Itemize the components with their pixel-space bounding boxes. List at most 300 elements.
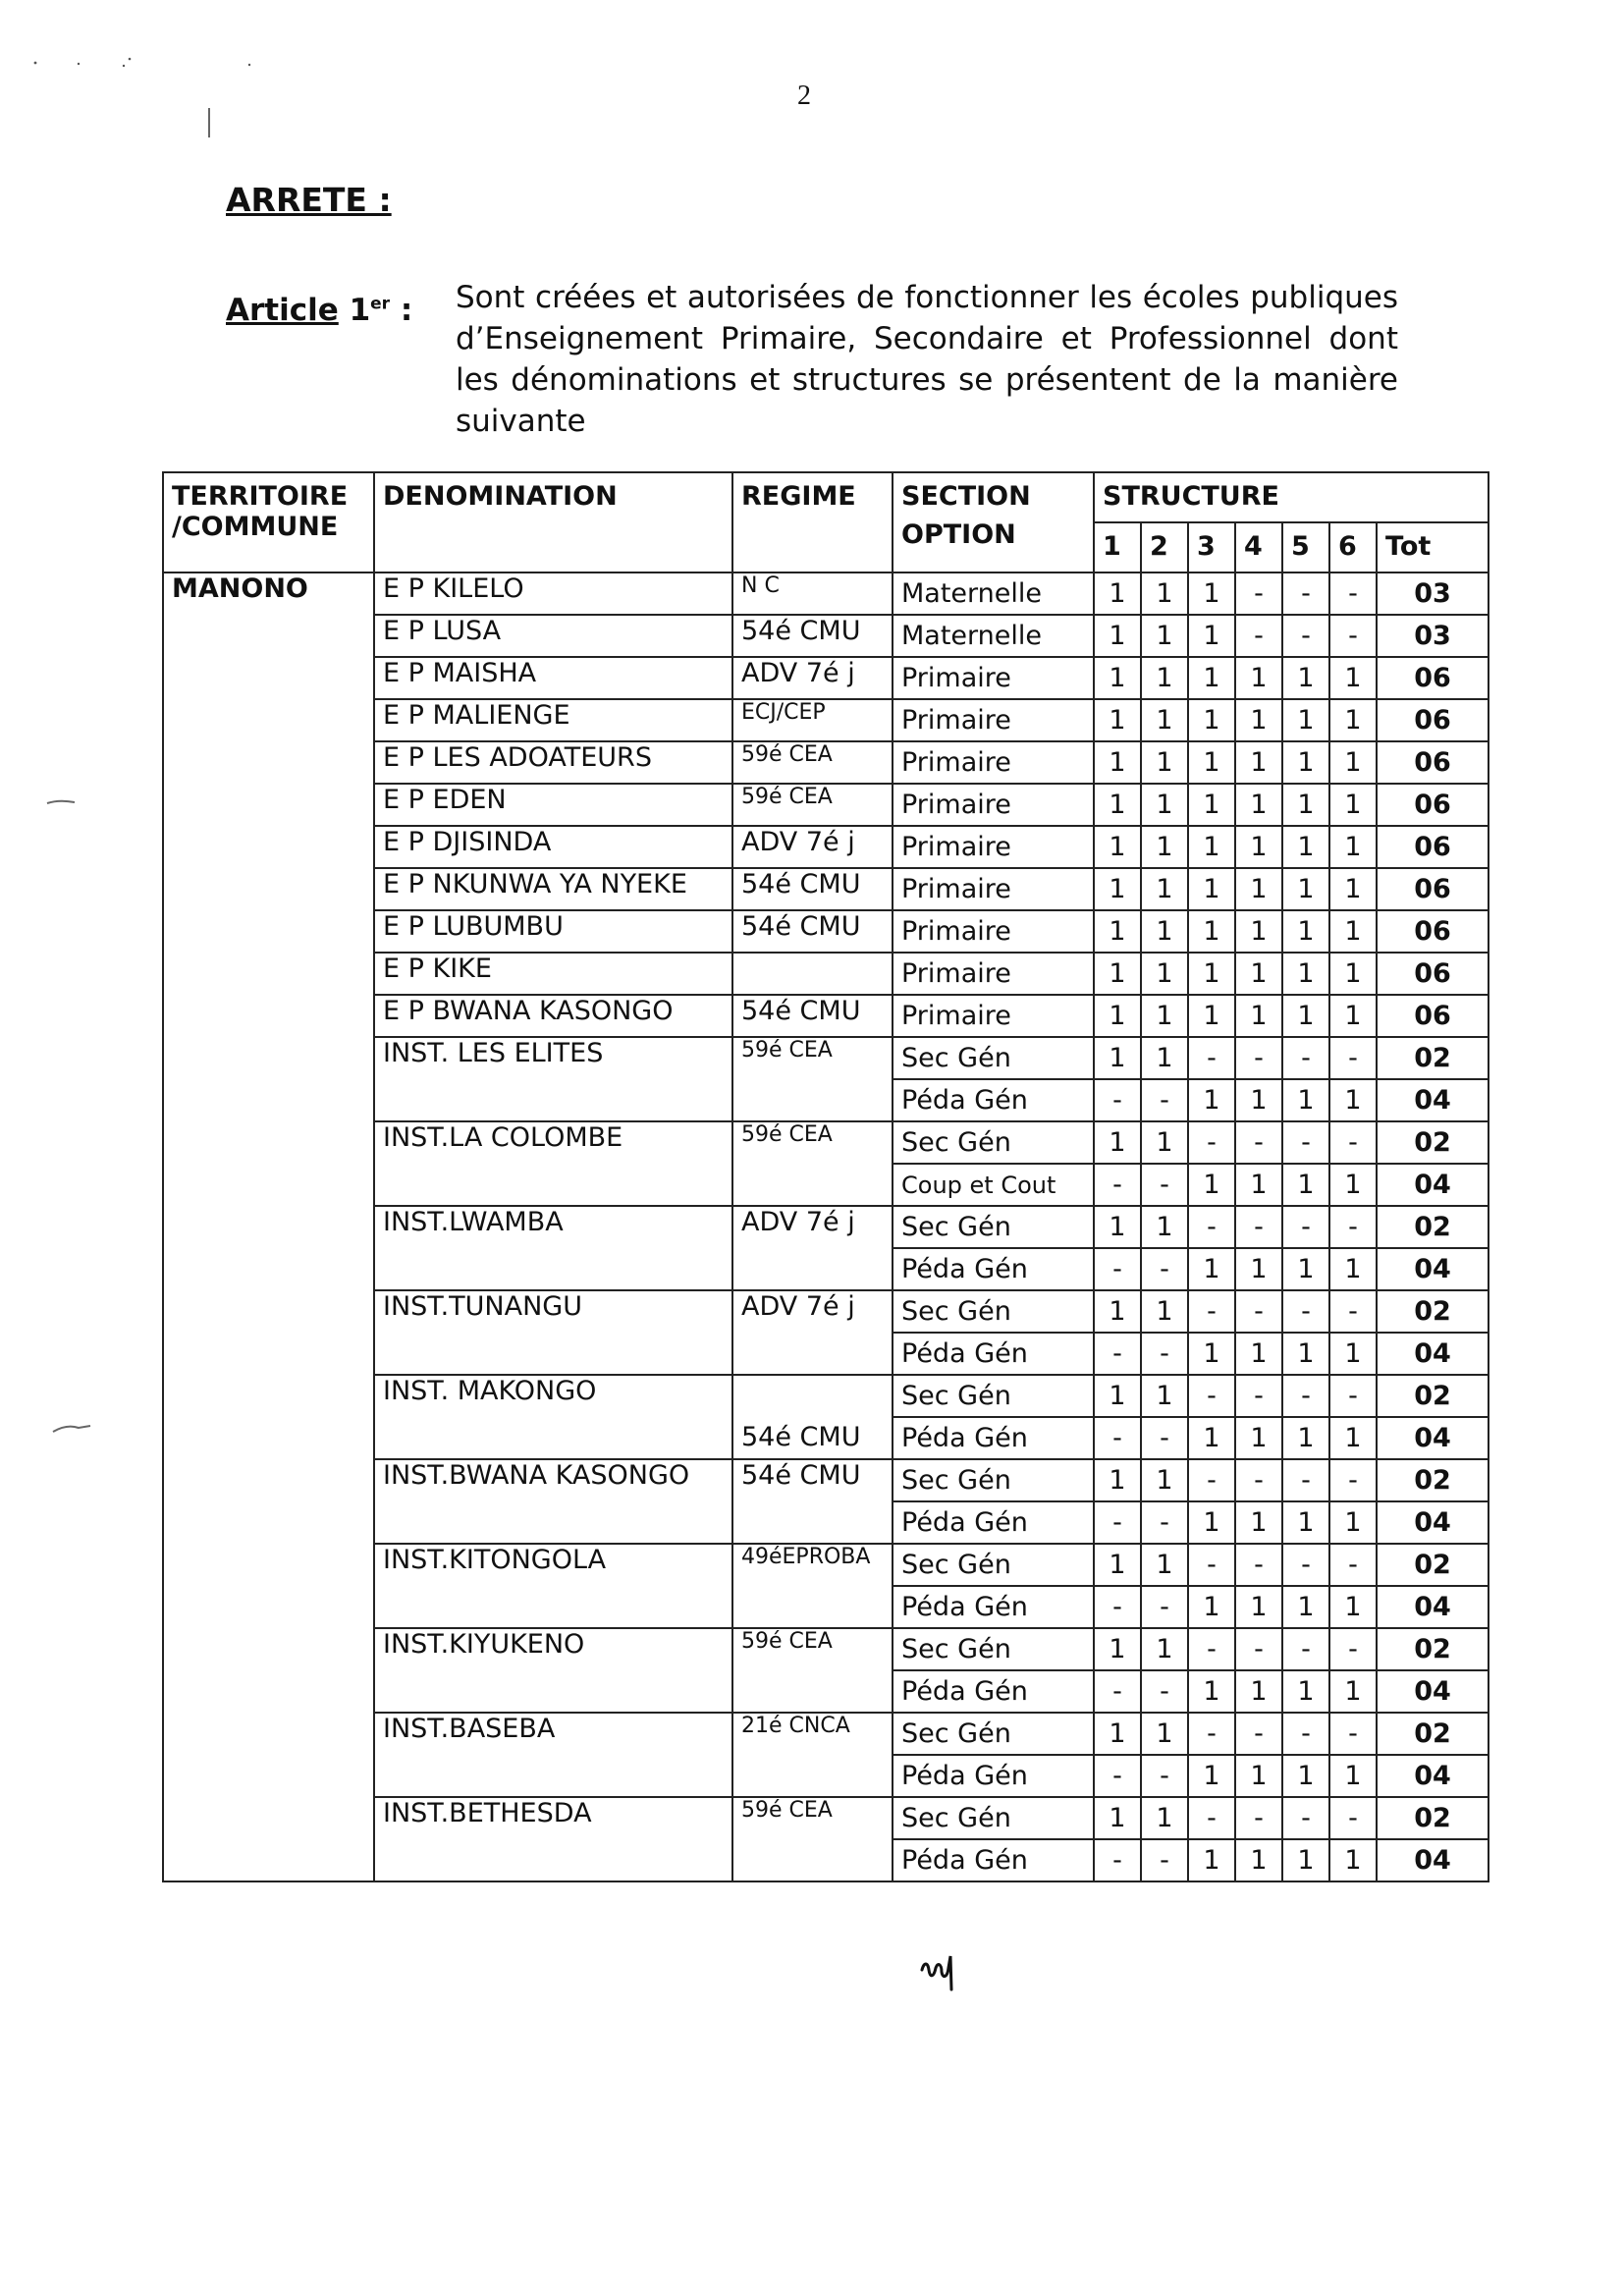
structure-class-1-cell: 1 — [1094, 1206, 1141, 1248]
structure-class-1-cell: - — [1094, 1417, 1141, 1459]
regime-cell: 59é CEA — [732, 1628, 893, 1713]
structure-class-1-cell: - — [1094, 1586, 1141, 1628]
regime-cell: 59é CEA — [732, 1121, 893, 1206]
structure-class-3-cell: 1 — [1188, 572, 1235, 615]
structure-class-6-cell: 1 — [1329, 1755, 1377, 1797]
structure-class-1-cell: - — [1094, 1839, 1141, 1881]
structure-class-6-cell: - — [1329, 1459, 1377, 1501]
section-option-cell: Primaire — [893, 826, 1094, 868]
structure-class-1-cell: 1 — [1094, 953, 1141, 995]
structure-class-4-cell: - — [1235, 1290, 1282, 1333]
section-option-cell: Péda Gén — [893, 1501, 1094, 1544]
structure-total-cell: 04 — [1377, 1670, 1489, 1713]
structure-class-3-cell: 1 — [1188, 826, 1235, 868]
schools-table — [162, 471, 1489, 1882]
article-word: Article — [226, 293, 339, 328]
denomination-cell: INST.BETHESDA — [374, 1797, 732, 1881]
denomination-cell: INST.KIYUKENO — [374, 1628, 732, 1713]
structure-class-5-cell: 1 — [1282, 1586, 1329, 1628]
structure-class-4-cell: 1 — [1235, 1755, 1282, 1797]
structure-class-1-cell: - — [1094, 1501, 1141, 1544]
structure-class-5-cell: 1 — [1282, 1839, 1329, 1881]
structure-class-1-cell: - — [1094, 1333, 1141, 1375]
denomination-cell: E P EDEN — [374, 784, 732, 826]
regime-cell: 49éEPROBA — [732, 1544, 893, 1628]
structure-class-6-cell: - — [1329, 615, 1377, 657]
structure-class-4-cell: - — [1235, 1713, 1282, 1755]
scan-specks — [27, 55, 273, 75]
structure-class-3-cell: - — [1188, 1459, 1235, 1501]
section-option-cell: Péda Gén — [893, 1333, 1094, 1375]
structure-class-6-cell: 1 — [1329, 1248, 1377, 1290]
structure-total-cell: 04 — [1377, 1164, 1489, 1206]
structure-class-6-cell: - — [1329, 1121, 1377, 1164]
structure-class-6-cell: 1 — [1329, 699, 1377, 741]
structure-class-2-cell: 1 — [1141, 1797, 1188, 1839]
denomination-cell: E P NKUNWA YA NYEKE — [374, 868, 732, 910]
structure-total-cell: 04 — [1377, 1586, 1489, 1628]
article-number: 1er — [349, 293, 391, 328]
structure-class-1-cell: 1 — [1094, 1459, 1141, 1501]
header-total: Tot — [1377, 522, 1489, 572]
structure-class-3-cell: - — [1188, 1544, 1235, 1586]
structure-class-1-cell: 1 — [1094, 910, 1141, 953]
header-class-2: 2 — [1141, 522, 1188, 572]
structure-class-5-cell: - — [1282, 1544, 1329, 1586]
structure-class-4-cell: 1 — [1235, 826, 1282, 868]
structure-class-2-cell: 1 — [1141, 615, 1188, 657]
structure-class-6-cell: 1 — [1329, 1586, 1377, 1628]
structure-class-5-cell: - — [1282, 1121, 1329, 1164]
structure-class-2-cell: 1 — [1141, 1544, 1188, 1586]
regime-cell: 59é CEA — [732, 741, 893, 784]
regime-cell: 54é CMU — [732, 1375, 893, 1459]
denomination-cell: INST. MAKONGO — [374, 1375, 732, 1459]
structure-class-3-cell: - — [1188, 1121, 1235, 1164]
structure-class-5-cell: - — [1282, 1628, 1329, 1670]
structure-class-6-cell: - — [1329, 1713, 1377, 1755]
structure-class-3-cell: 1 — [1188, 1164, 1235, 1206]
structure-class-5-cell: - — [1282, 572, 1329, 615]
header-class-4: 4 — [1235, 522, 1282, 572]
structure-class-4-cell: 1 — [1235, 1839, 1282, 1881]
structure-class-6-cell: 1 — [1329, 868, 1377, 910]
regime-cell: ADV 7é j — [732, 1290, 893, 1375]
structure-class-6-cell: - — [1329, 1628, 1377, 1670]
structure-class-3-cell: 1 — [1188, 1839, 1235, 1881]
structure-class-2-cell: - — [1141, 1333, 1188, 1375]
structure-total-cell: 03 — [1377, 615, 1489, 657]
structure-class-1-cell: - — [1094, 1755, 1141, 1797]
section-option-cell: Péda Gén — [893, 1248, 1094, 1290]
structure-class-5-cell: - — [1282, 1037, 1329, 1079]
section-option-cell: Péda Gén — [893, 1670, 1094, 1713]
section-option-cell: Péda Gén — [893, 1839, 1094, 1881]
structure-class-4-cell: 1 — [1235, 953, 1282, 995]
structure-class-4-cell: - — [1235, 1459, 1282, 1501]
scan-mark — [206, 106, 212, 139]
structure-class-1-cell: - — [1094, 1670, 1141, 1713]
section-option-cell: Sec Gén — [893, 1628, 1094, 1670]
structure-class-2-cell: 1 — [1141, 953, 1188, 995]
structure-class-5-cell: 1 — [1282, 1670, 1329, 1713]
structure-class-6-cell: 1 — [1329, 657, 1377, 699]
structure-class-4-cell: 1 — [1235, 741, 1282, 784]
denomination-cell: E P LUBUMBU — [374, 910, 732, 953]
structure-total-cell: 06 — [1377, 910, 1489, 953]
structure-class-3-cell: - — [1188, 1206, 1235, 1248]
structure-class-2-cell: 1 — [1141, 910, 1188, 953]
header-class-6: 6 — [1329, 522, 1377, 572]
structure-class-3-cell: 1 — [1188, 657, 1235, 699]
structure-class-2-cell: - — [1141, 1670, 1188, 1713]
structure-class-5-cell: 1 — [1282, 1417, 1329, 1459]
section-option-cell: Sec Gén — [893, 1037, 1094, 1079]
section-option-cell: Sec Gén — [893, 1375, 1094, 1417]
structure-total-cell: 02 — [1377, 1121, 1489, 1164]
structure-class-4-cell: 1 — [1235, 1164, 1282, 1206]
structure-class-3-cell: 1 — [1188, 699, 1235, 741]
structure-class-2-cell: 1 — [1141, 1628, 1188, 1670]
structure-class-3-cell: 1 — [1188, 953, 1235, 995]
structure-class-1-cell: 1 — [1094, 657, 1141, 699]
structure-class-5-cell: - — [1282, 1459, 1329, 1501]
regime-cell: 59é CEA — [732, 784, 893, 826]
structure-total-cell: 02 — [1377, 1206, 1489, 1248]
structure-class-1-cell: 1 — [1094, 615, 1141, 657]
structure-total-cell: 04 — [1377, 1248, 1489, 1290]
structure-class-1-cell: 1 — [1094, 741, 1141, 784]
denomination-cell: INST.LA COLOMBE — [374, 1121, 732, 1206]
regime-cell: 54é CMU — [732, 615, 893, 657]
denomination-cell: INST.KITONGOLA — [374, 1544, 732, 1628]
structure-total-cell: 02 — [1377, 1375, 1489, 1417]
structure-class-3-cell: 1 — [1188, 910, 1235, 953]
structure-class-1-cell: 1 — [1094, 699, 1141, 741]
regime-cell: 59é CEA — [732, 1797, 893, 1881]
structure-class-6-cell: 1 — [1329, 1164, 1377, 1206]
structure-class-2-cell: 1 — [1141, 699, 1188, 741]
structure-class-4-cell: - — [1235, 572, 1282, 615]
structure-class-1-cell: 1 — [1094, 784, 1141, 826]
structure-class-6-cell: - — [1329, 1290, 1377, 1333]
structure-class-3-cell: - — [1188, 1797, 1235, 1839]
structure-class-4-cell: 1 — [1235, 868, 1282, 910]
section-option-cell: Primaire — [893, 995, 1094, 1037]
section-option-cell: Primaire — [893, 868, 1094, 910]
structure-total-cell: 02 — [1377, 1628, 1489, 1670]
structure-class-6-cell: - — [1329, 1037, 1377, 1079]
structure-class-5-cell: 1 — [1282, 784, 1329, 826]
denomination-cell: E P MAISHA — [374, 657, 732, 699]
structure-class-6-cell: 1 — [1329, 953, 1377, 995]
structure-class-6-cell: - — [1329, 1544, 1377, 1586]
structure-class-2-cell: 1 — [1141, 741, 1188, 784]
structure-total-cell: 06 — [1377, 868, 1489, 910]
section-option-cell: Sec Gén — [893, 1459, 1094, 1501]
structure-total-cell: 02 — [1377, 1797, 1489, 1839]
structure-class-2-cell: 1 — [1141, 868, 1188, 910]
structure-class-2-cell: 1 — [1141, 1713, 1188, 1755]
structure-class-2-cell: - — [1141, 1586, 1188, 1628]
denomination-cell: INST.TUNANGU — [374, 1290, 732, 1375]
regime-cell: ADV 7é j — [732, 657, 893, 699]
section-option-cell: Sec Gén — [893, 1713, 1094, 1755]
structure-class-2-cell: - — [1141, 1839, 1188, 1881]
structure-class-6-cell: 1 — [1329, 826, 1377, 868]
scan-mark — [45, 797, 77, 807]
section-option-cell: Sec Gén — [893, 1290, 1094, 1333]
structure-class-5-cell: - — [1282, 1713, 1329, 1755]
denomination-cell: E P LES ADOATEURS — [374, 741, 732, 784]
denomination-cell: E P MALIENGE — [374, 699, 732, 741]
structure-class-4-cell: - — [1235, 1544, 1282, 1586]
structure-class-2-cell: 1 — [1141, 784, 1188, 826]
structure-class-2-cell: - — [1141, 1417, 1188, 1459]
section-option-cell: Sec Gén — [893, 1121, 1094, 1164]
structure-class-5-cell: 1 — [1282, 1501, 1329, 1544]
structure-class-2-cell: 1 — [1141, 1375, 1188, 1417]
initials-signature — [918, 1952, 967, 1991]
structure-class-4-cell: 1 — [1235, 1586, 1282, 1628]
structure-class-5-cell: 1 — [1282, 1248, 1329, 1290]
structure-class-6-cell: 1 — [1329, 1839, 1377, 1881]
denomination-cell: INST.BWANA KASONGO — [374, 1459, 732, 1544]
structure-class-3-cell: 1 — [1188, 1755, 1235, 1797]
structure-class-4-cell: - — [1235, 1037, 1282, 1079]
structure-class-3-cell: 1 — [1188, 784, 1235, 826]
structure-total-cell: 04 — [1377, 1079, 1489, 1121]
section-option-cell: Péda Gén — [893, 1079, 1094, 1121]
section-option-cell: Maternelle — [893, 615, 1094, 657]
structure-class-6-cell: - — [1329, 1797, 1377, 1839]
page-number: 2 — [797, 81, 811, 111]
regime-cell — [732, 953, 893, 995]
structure-class-2-cell: 1 — [1141, 572, 1188, 615]
regime-cell: 54é CMU — [732, 995, 893, 1037]
structure-class-5-cell: 1 — [1282, 953, 1329, 995]
structure-class-2-cell: 1 — [1141, 1037, 1188, 1079]
structure-class-4-cell: 1 — [1235, 1417, 1282, 1459]
structure-class-5-cell: - — [1282, 1375, 1329, 1417]
denomination-cell: E P LUSA — [374, 615, 732, 657]
structure-total-cell: 06 — [1377, 953, 1489, 995]
structure-class-6-cell: 1 — [1329, 1501, 1377, 1544]
denomination-cell: E P KIKE — [374, 953, 732, 995]
header-regime: REGIME — [732, 472, 893, 572]
structure-class-2-cell: 1 — [1141, 1121, 1188, 1164]
structure-class-5-cell: - — [1282, 1797, 1329, 1839]
structure-class-5-cell: 1 — [1282, 699, 1329, 741]
structure-total-cell: 06 — [1377, 741, 1489, 784]
structure-class-4-cell: - — [1235, 1375, 1282, 1417]
structure-class-4-cell: - — [1235, 615, 1282, 657]
structure-total-cell: 02 — [1377, 1290, 1489, 1333]
structure-total-cell: 06 — [1377, 657, 1489, 699]
structure-total-cell: 06 — [1377, 699, 1489, 741]
structure-class-5-cell: - — [1282, 1206, 1329, 1248]
structure-class-2-cell: 1 — [1141, 657, 1188, 699]
structure-class-5-cell: 1 — [1282, 1755, 1329, 1797]
section-option-cell: Maternelle — [893, 572, 1094, 615]
structure-class-1-cell: 1 — [1094, 868, 1141, 910]
denomination-cell: INST.BASEBA — [374, 1713, 732, 1797]
structure-class-3-cell: 1 — [1188, 995, 1235, 1037]
structure-class-2-cell: 1 — [1141, 1290, 1188, 1333]
denomination-cell: INST.LWAMBA — [374, 1206, 732, 1290]
section-option-cell: Primaire — [893, 741, 1094, 784]
denomination-cell: INST. LES ELITES — [374, 1037, 732, 1121]
section-option-cell: Péda Gén — [893, 1755, 1094, 1797]
structure-total-cell: 02 — [1377, 1544, 1489, 1586]
section-option-cell: Péda Gén — [893, 1417, 1094, 1459]
regime-cell: N C — [732, 572, 893, 615]
structure-total-cell: 02 — [1377, 1037, 1489, 1079]
structure-class-4-cell: 1 — [1235, 995, 1282, 1037]
header-class-1: 1 — [1094, 522, 1141, 572]
structure-class-4-cell: 1 — [1235, 1333, 1282, 1375]
section-option-cell: Primaire — [893, 657, 1094, 699]
structure-class-4-cell: 1 — [1235, 699, 1282, 741]
structure-class-1-cell: - — [1094, 1164, 1141, 1206]
section-option-cell: Sec Gén — [893, 1206, 1094, 1248]
structure-total-cell: 06 — [1377, 995, 1489, 1037]
header-denomination: DENOMINATION — [374, 472, 732, 572]
section-option-cell: Sec Gén — [893, 1797, 1094, 1839]
regime-cell: ADV 7é j — [732, 1206, 893, 1290]
structure-total-cell: 02 — [1377, 1459, 1489, 1501]
structure-class-1-cell: 1 — [1094, 572, 1141, 615]
structure-class-2-cell: 1 — [1141, 826, 1188, 868]
structure-class-3-cell: 1 — [1188, 1586, 1235, 1628]
regime-cell: 54é CMU — [732, 910, 893, 953]
table-row — [163, 572, 1489, 615]
section-option-cell: Sec Gén — [893, 1544, 1094, 1586]
header-class-5: 5 — [1282, 522, 1329, 572]
structure-total-cell: 04 — [1377, 1501, 1489, 1544]
structure-class-1-cell: 1 — [1094, 826, 1141, 868]
structure-class-3-cell: - — [1188, 1713, 1235, 1755]
denomination-cell: E P DJISINDA — [374, 826, 732, 868]
structure-class-6-cell: 1 — [1329, 910, 1377, 953]
structure-total-cell: 04 — [1377, 1755, 1489, 1797]
structure-class-5-cell: 1 — [1282, 1333, 1329, 1375]
decree-heading: ARRETE : — [226, 181, 392, 219]
section-option-cell: Primaire — [893, 953, 1094, 995]
structure-class-4-cell: 1 — [1235, 1248, 1282, 1290]
structure-class-2-cell: 1 — [1141, 1206, 1188, 1248]
structure-class-4-cell: - — [1235, 1628, 1282, 1670]
structure-class-1-cell: 1 — [1094, 1121, 1141, 1164]
scan-mark — [51, 1422, 92, 1436]
header-class-3: 3 — [1188, 522, 1235, 572]
structure-total-cell: 02 — [1377, 1713, 1489, 1755]
structure-class-1-cell: - — [1094, 1079, 1141, 1121]
structure-class-2-cell: 1 — [1141, 995, 1188, 1037]
structure-class-4-cell: 1 — [1235, 784, 1282, 826]
territoire-cell: MANONO — [163, 572, 374, 1881]
structure-class-3-cell: 1 — [1188, 1333, 1235, 1375]
structure-class-6-cell: 1 — [1329, 1670, 1377, 1713]
structure-total-cell: 04 — [1377, 1333, 1489, 1375]
structure-total-cell: 06 — [1377, 784, 1489, 826]
structure-class-5-cell: - — [1282, 615, 1329, 657]
structure-class-3-cell: - — [1188, 1628, 1235, 1670]
structure-class-4-cell: - — [1235, 1206, 1282, 1248]
section-option-cell: Péda Gén — [893, 1586, 1094, 1628]
structure-class-2-cell: - — [1141, 1164, 1188, 1206]
structure-class-5-cell: 1 — [1282, 995, 1329, 1037]
structure-class-6-cell: 1 — [1329, 995, 1377, 1037]
article-colon: : — [400, 293, 413, 328]
denomination-cell: E P KILELO — [374, 572, 732, 615]
structure-class-1-cell: 1 — [1094, 995, 1141, 1037]
structure-class-3-cell: 1 — [1188, 1501, 1235, 1544]
structure-class-4-cell: - — [1235, 1797, 1282, 1839]
structure-class-3-cell: 1 — [1188, 615, 1235, 657]
structure-class-4-cell: - — [1235, 1121, 1282, 1164]
header-section-option: SECTION OPTION — [893, 472, 1094, 572]
header-territoire: TERRITOIRE /COMMUNE — [163, 472, 374, 572]
structure-class-3-cell: - — [1188, 1375, 1235, 1417]
structure-class-5-cell: 1 — [1282, 868, 1329, 910]
structure-class-5-cell: 1 — [1282, 741, 1329, 784]
structure-class-5-cell: 1 — [1282, 1079, 1329, 1121]
section-option-cell: Primaire — [893, 910, 1094, 953]
structure-class-3-cell: - — [1188, 1037, 1235, 1079]
denomination-cell: E P BWANA KASONGO — [374, 995, 732, 1037]
structure-class-4-cell: 1 — [1235, 1501, 1282, 1544]
structure-class-4-cell: 1 — [1235, 1079, 1282, 1121]
regime-cell: 54é CMU — [732, 1459, 893, 1544]
structure-class-4-cell: 1 — [1235, 1670, 1282, 1713]
structure-class-5-cell: 1 — [1282, 910, 1329, 953]
regime-cell: 54é CMU — [732, 868, 893, 910]
schools-table-body — [163, 572, 1489, 1881]
structure-class-1-cell: 1 — [1094, 1290, 1141, 1333]
structure-class-3-cell: - — [1188, 1290, 1235, 1333]
structure-total-cell: 03 — [1377, 572, 1489, 615]
structure-total-cell: 06 — [1377, 826, 1489, 868]
structure-class-6-cell: 1 — [1329, 1079, 1377, 1121]
structure-class-1-cell: 1 — [1094, 1713, 1141, 1755]
structure-class-3-cell: 1 — [1188, 1248, 1235, 1290]
article-label — [226, 293, 412, 328]
regime-cell: ECJ/CEP — [732, 699, 893, 741]
structure-class-1-cell: 1 — [1094, 1375, 1141, 1417]
structure-class-6-cell: - — [1329, 1206, 1377, 1248]
structure-class-3-cell: 1 — [1188, 1417, 1235, 1459]
structure-class-1-cell: 1 — [1094, 1797, 1141, 1839]
structure-class-6-cell: - — [1329, 1375, 1377, 1417]
structure-class-6-cell: 1 — [1329, 1333, 1377, 1375]
structure-class-5-cell: 1 — [1282, 826, 1329, 868]
structure-class-2-cell: 1 — [1141, 1459, 1188, 1501]
structure-class-3-cell: 1 — [1188, 741, 1235, 784]
structure-class-5-cell: 1 — [1282, 657, 1329, 699]
structure-class-1-cell: - — [1094, 1248, 1141, 1290]
structure-class-1-cell: 1 — [1094, 1544, 1141, 1586]
structure-class-2-cell: - — [1141, 1501, 1188, 1544]
header-structure: STRUCTURE — [1094, 472, 1489, 522]
section-option-cell: Coup et Cout — [893, 1164, 1094, 1206]
structure-class-1-cell: 1 — [1094, 1037, 1141, 1079]
structure-class-3-cell: 1 — [1188, 868, 1235, 910]
regime-cell: ADV 7é j — [732, 826, 893, 868]
structure-class-2-cell: - — [1141, 1079, 1188, 1121]
structure-class-6-cell: 1 — [1329, 1417, 1377, 1459]
structure-class-2-cell: - — [1141, 1248, 1188, 1290]
